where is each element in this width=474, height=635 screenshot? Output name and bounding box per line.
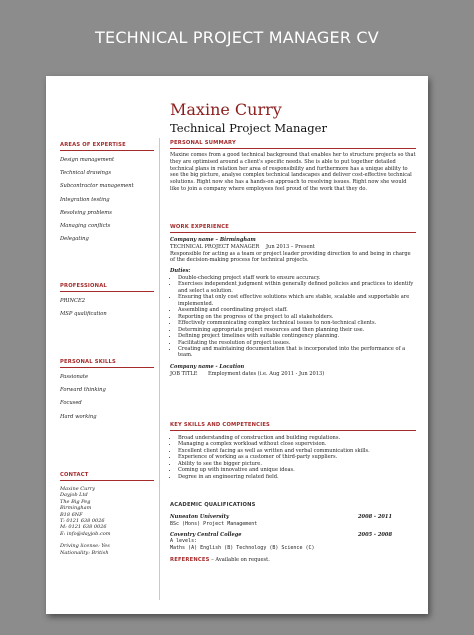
duty-item: • Double-checking project staff work to ensure accuracy. — [178, 275, 416, 281]
driving-license: Driving license: Yes — [60, 543, 110, 550]
role-1-row — [170, 244, 416, 251]
banner-title: TECHNICAL PROJECT MANAGER CV — [95, 28, 379, 47]
expertise-item: Resolving problems — [60, 209, 112, 216]
keyskills-heading: KEY SKILLS AND COMPETENCIES — [170, 422, 270, 428]
column-divider — [159, 138, 160, 600]
professional-list — [60, 296, 154, 320]
alevels-label: A levels: — [170, 538, 198, 545]
college-name: Coventry Central College — [170, 531, 242, 538]
expertise-item: Subcontractor management — [60, 183, 134, 190]
references-row — [170, 557, 416, 564]
company-1: Company name – Birmingham — [170, 237, 256, 243]
duties-list — [170, 275, 416, 359]
contact-line: E: info@dayjob.com — [60, 530, 111, 537]
skills-heading: PERSONAL SKILLS — [60, 359, 154, 368]
skill-item: Passionate — [60, 374, 89, 380]
expertise-item: Technical drawings — [60, 170, 111, 177]
contact-line: The Big Peg — [60, 498, 91, 505]
duty-item: • Effectively communicating complex technical issues to non-technical clients. — [178, 320, 416, 326]
university-dates: 2008 - 2011 — [357, 514, 392, 520]
contact-line: T: 0121 638 0026 — [60, 518, 105, 525]
key-skill-item: • Experience of working as a customer of third-party suppliers. — [178, 454, 416, 460]
role-2-row — [170, 371, 416, 378]
academic-section — [170, 502, 416, 564]
cv-job-title: Technical Project Manager — [170, 121, 327, 135]
skill-item: Forward thinking — [60, 387, 106, 394]
professional-section — [60, 283, 154, 320]
expertise-item: Integration testing — [60, 196, 110, 203]
dates-1: Jun 2013 – Present — [266, 243, 315, 250]
skills-section — [60, 359, 154, 422]
expertise-heading: AREAS OF EXPERTISE — [60, 142, 154, 151]
nationality: Nationality: British — [60, 549, 109, 556]
summary-heading: PERSONAL SUMMARY — [170, 140, 236, 146]
college-row — [170, 532, 416, 539]
summary-text: Maxine comes from a good technical background that enables her to structure projects so that they are optimised around a client's specific needs. She is able to put together detailed technical plans in relation her area of responsibility and furthermore has a unique ability to see the big picture, analyse complex technical landscapes and deliver cost-effective technical solutions. Right now she has a hands-on approach to resolving issues. Right now she would like to join a company where employees feel proud of the work that they do. — [170, 152, 416, 192]
university-name: Nuneaton University — [170, 514, 229, 520]
contact-heading: CONTACT — [60, 472, 154, 481]
key-skill-item: • Managing a complex workload without close supervision. — [178, 441, 416, 447]
cv-name: Maxine Curry — [170, 100, 282, 119]
duty-item: • Defining project timelines with suitable contingency planning. — [178, 333, 416, 339]
key-skill-item: • Excellent client facing as well as written and verbal communication skills. — [178, 448, 416, 454]
professional-item: PRINCE2 — [60, 298, 86, 304]
duty-item: • Ensuring that only cost effective solutions which are stable, scalable and supportable are implemented. — [178, 294, 416, 307]
role-1: TECHNICAL PROJECT MANAGER — [170, 243, 260, 250]
skill-item: Hard working — [60, 413, 97, 420]
keyskills-list — [170, 435, 416, 480]
college-dates: 2005 - 2008 — [357, 531, 392, 538]
expertise-item: Design management — [60, 157, 115, 163]
duty-item: • Determining appropriate project resources and then planning their use. — [178, 327, 416, 333]
work-rule — [170, 232, 416, 233]
contact-list — [60, 486, 154, 537]
key-skill-item: • Coming up with innovative and unique ideas. — [178, 467, 416, 473]
keyskills-rule — [170, 430, 416, 431]
references-text: – Available on request. — [211, 556, 270, 563]
duty-item: • Creating and maintaining documentation that is incorporated into the performance of a team. — [178, 346, 416, 359]
summary-section — [170, 140, 416, 193]
duty-item: • Facilitating the resolution of project issues. — [178, 340, 416, 346]
skill-item: Focused — [60, 400, 82, 407]
work-section — [170, 224, 416, 377]
responsibility-text: Responsible for acting as a team or project leader providing direction to and being in charge of the decision-making process for technical projects. — [170, 250, 411, 264]
expertise-list — [60, 155, 154, 245]
professional-heading: PROFESSIONAL — [60, 283, 154, 292]
duty-item: • Assembling and coordinating project staff. — [178, 307, 416, 313]
skills-list — [60, 372, 154, 422]
contact-line: B18 6NF — [60, 511, 83, 518]
contact-line: Dayjob Ltd — [60, 492, 88, 499]
contact-section — [60, 472, 154, 556]
key-skill-item: • Degree in an engineering related field. — [178, 474, 416, 480]
contact-line: M: 0121 638 0026 — [60, 524, 107, 531]
contact-line: Birmingham — [60, 505, 92, 512]
alevel-subjects: Maths (A) English (B) Technology (B) Science (C) — [170, 545, 315, 552]
work-heading: WORK EXPERIENCE — [170, 224, 230, 230]
company-2: Company name - Location — [170, 363, 245, 370]
role-2: JOB TITLE — [170, 370, 198, 377]
cv-page — [46, 76, 428, 614]
contact-line: Maxine Curry — [60, 486, 95, 492]
dates-2: Employment dates (i.e. Aug 2011 - Jun 2013) — [208, 370, 325, 377]
expertise-section — [60, 142, 154, 245]
duties-heading: Duties: — [170, 268, 191, 275]
key-skill-item: • Broad understanding of construction and building regulations. — [178, 435, 416, 441]
duty-item: • Reporting on the progress of the project to all stakeholders. — [178, 314, 416, 320]
expertise-item: Managing conflicts — [60, 222, 111, 229]
expertise-item: Delegating — [60, 236, 89, 243]
professional-item: MSP qualification — [60, 311, 107, 318]
summary-rule — [170, 148, 416, 149]
degree: BSc (Hons) Project Management — [170, 520, 258, 527]
duty-item: • Exercises independent judgment within generally defined policies and practices to identify and select a solution. — [178, 281, 416, 294]
academic-heading: ACADEMIC QUALIFICATIONS — [170, 502, 256, 508]
university-row — [170, 514, 416, 521]
keyskills-section — [170, 422, 416, 480]
key-skill-item: • Ability to see the bigger picture. — [178, 461, 416, 467]
references-heading: REFERENCES — [170, 556, 210, 563]
